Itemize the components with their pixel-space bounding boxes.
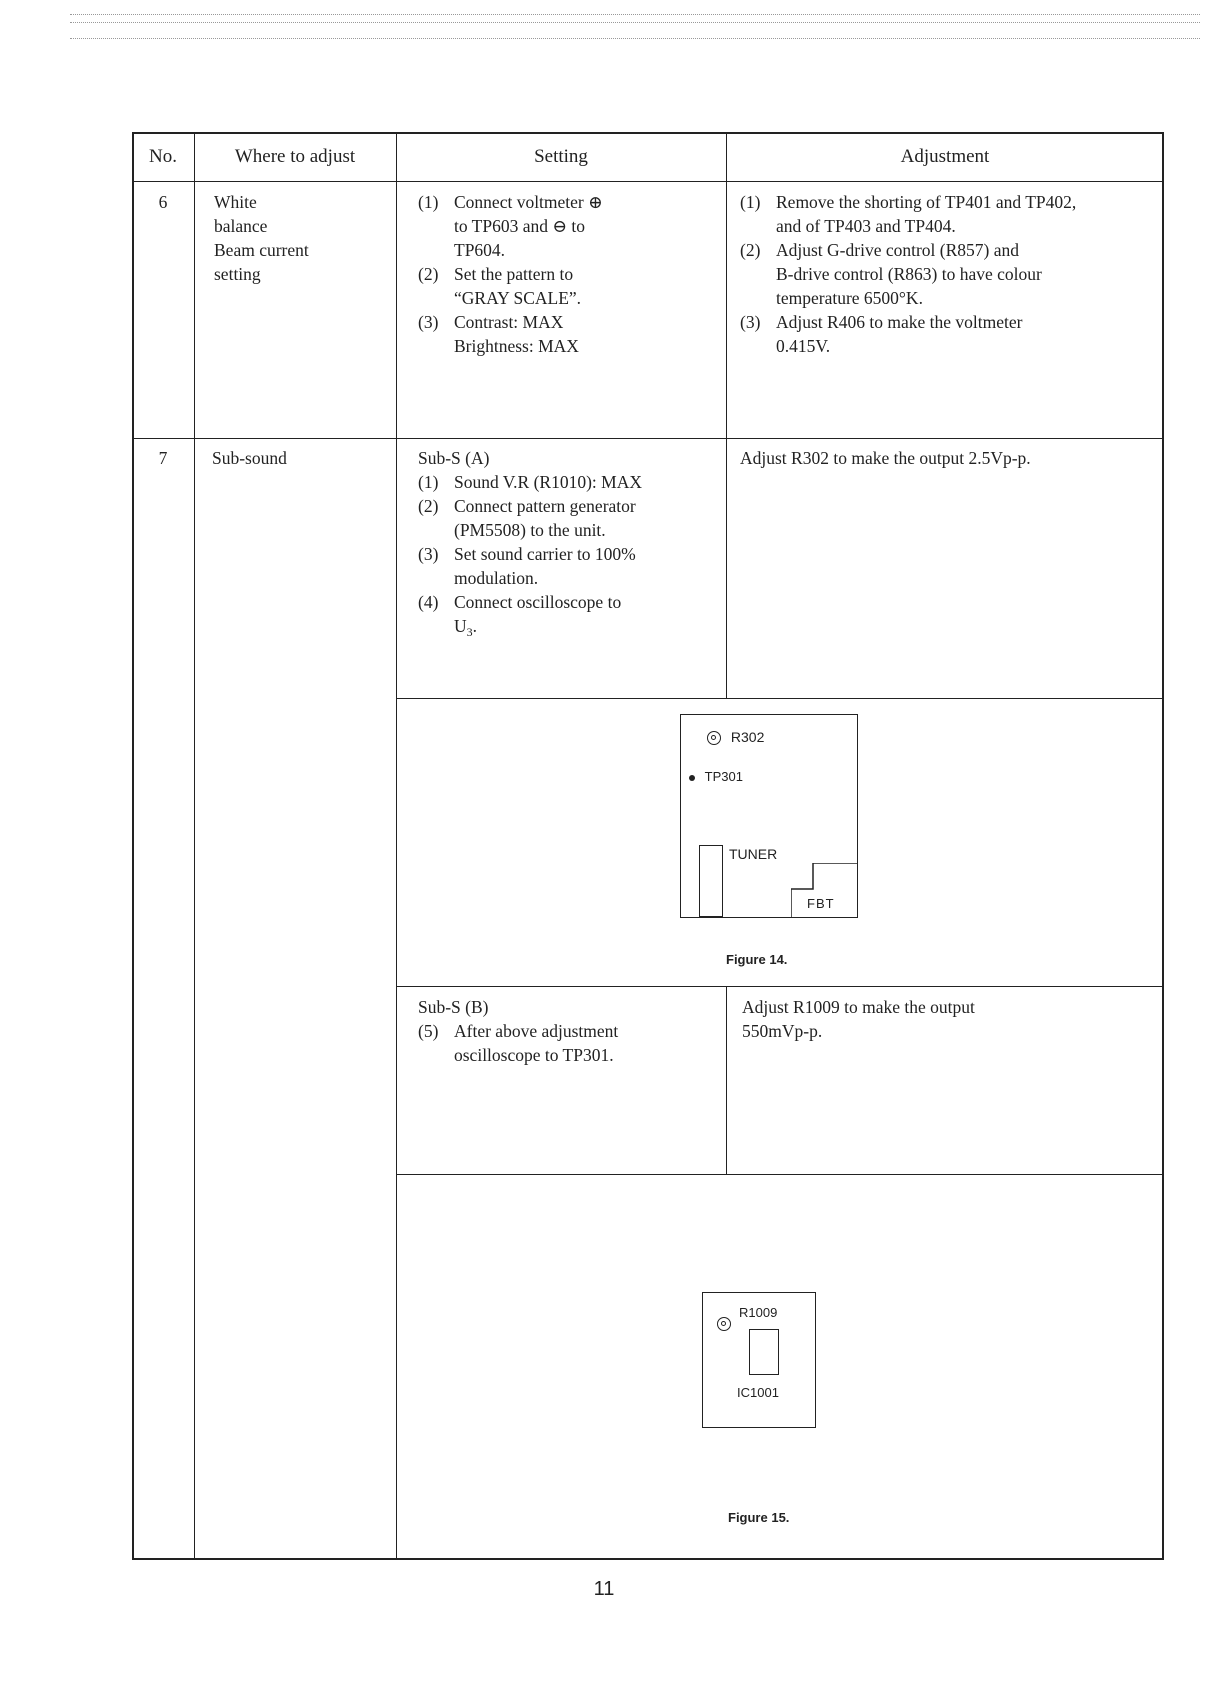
figure-15-caption: Figure 15. <box>728 1510 790 1525</box>
row-divider <box>132 438 1164 439</box>
step-number: (5) <box>418 1021 439 1041</box>
step-line: Connect voltmeter ⊕ <box>454 192 603 212</box>
step-line: to TP603 and ⊖ to <box>454 216 586 236</box>
step-line: 0.415V. <box>776 336 831 356</box>
step-line: oscilloscope to TP301. <box>454 1045 614 1065</box>
subA-setting <box>418 446 718 644</box>
ic-block <box>749 1329 779 1375</box>
col-divider <box>396 132 397 1560</box>
step-number: (1) <box>418 472 439 492</box>
where-line: setting <box>214 264 261 284</box>
step-number: (4) <box>418 592 439 612</box>
figure-14 <box>680 714 858 918</box>
setting-step <box>418 542 718 590</box>
figure-14-caption: Figure 14. <box>726 952 788 967</box>
subB-setting <box>418 995 718 1067</box>
step-number: (3) <box>418 544 439 564</box>
step-line: Set sound carrier to 100% <box>454 544 636 564</box>
step-line: Adjust R406 to make the voltmeter <box>776 312 1023 332</box>
adjustment-step <box>740 310 1156 358</box>
step-line: Adjust G-drive control (R857) and <box>776 240 1020 260</box>
test-point-icon <box>689 775 695 781</box>
row6-no: 6 <box>158 192 168 212</box>
step-line: modulation. <box>454 568 539 588</box>
step-line: and of TP403 and TP404. <box>776 216 956 236</box>
step-line: (PM5508) to the unit. <box>454 520 606 540</box>
setting-step <box>418 590 718 644</box>
row-divider <box>396 1174 1164 1175</box>
step-number: (1) <box>418 192 439 212</box>
page-number: 11 <box>593 1578 615 1600</box>
row-divider <box>396 986 1164 987</box>
step-number: (2) <box>740 240 761 260</box>
col-divider <box>726 132 727 698</box>
subB-title: Sub-S (B) <box>418 997 489 1017</box>
adjustment-line: 550mVp-p. <box>742 1021 823 1041</box>
step-line: Sound V.R (R1010): MAX <box>454 472 642 492</box>
setting-step <box>418 470 718 494</box>
scan-line <box>70 14 1200 15</box>
row7-no: 7 <box>158 448 168 468</box>
tuner-block <box>699 845 723 917</box>
u-subscript: 3 <box>466 625 473 639</box>
row6-where <box>214 190 309 286</box>
adjuster-icon <box>707 731 721 745</box>
r1009-label: R1009 <box>739 1305 778 1320</box>
step-line: Set the pattern to <box>454 264 574 284</box>
row6-adjustment <box>740 190 1156 358</box>
step-line: temperature 6500°K. <box>776 288 923 308</box>
header-divider <box>132 181 1164 182</box>
step-number: (3) <box>740 312 761 332</box>
step-line: “GRAY SCALE”. <box>454 288 582 308</box>
u-label: U <box>454 616 467 636</box>
setting-step <box>418 262 718 310</box>
subA-adjustment: Adjust R302 to make the output 2.5Vp-p. <box>740 448 1031 468</box>
step-line: Brightness: MAX <box>454 336 579 356</box>
adjustment-step <box>740 190 1156 238</box>
row6-setting <box>418 190 718 358</box>
step-line: Connect oscilloscope to <box>454 592 622 612</box>
header-adjustment: Adjustment <box>900 146 990 167</box>
header-where: Where to adjust <box>234 146 356 167</box>
step-line: Contrast: MAX <box>454 312 564 332</box>
adjustment-step <box>740 238 1156 310</box>
header-setting: Setting <box>534 146 588 167</box>
step-number: (2) <box>418 264 439 284</box>
figure-15 <box>702 1292 816 1428</box>
ic1001-label: IC1001 <box>737 1385 779 1400</box>
step-line: After above adjustment <box>454 1021 619 1041</box>
row-divider <box>396 698 1164 699</box>
subA-title: Sub-S (A) <box>418 448 490 468</box>
subB-adjustment <box>742 995 1158 1043</box>
scan-line <box>70 22 1200 23</box>
step-number: (3) <box>418 312 439 332</box>
step-line <box>454 614 718 644</box>
where-line: Beam current <box>214 240 309 260</box>
where-line: White <box>214 192 257 212</box>
setting-step <box>418 190 718 262</box>
step-line: B-drive control (R863) to have colour <box>776 264 1042 284</box>
r302-label: R302 <box>707 729 764 745</box>
col-divider <box>194 132 195 1560</box>
adjustment-line: Adjust R1009 to make the output <box>742 997 975 1017</box>
scan-line <box>70 38 1200 39</box>
header-no: No. <box>149 146 177 167</box>
setting-step <box>418 1019 718 1067</box>
setting-step <box>418 310 718 358</box>
adjuster-icon <box>717 1317 731 1331</box>
tuner-label: TUNER <box>729 846 778 862</box>
step-line: Remove the shorting of TP401 and TP402, <box>776 192 1077 212</box>
row7-where: Sub-sound <box>212 448 287 468</box>
tp301-label: TP301 <box>689 769 743 784</box>
u-tail: . <box>472 616 478 636</box>
fbt-label: FBT <box>807 896 835 911</box>
step-number: (2) <box>418 496 439 516</box>
step-line: Connect pattern generator <box>454 496 636 516</box>
col-divider <box>726 986 727 1174</box>
setting-step <box>418 494 718 542</box>
step-number: (1) <box>740 192 761 212</box>
step-line: TP604. <box>454 240 506 260</box>
where-line: balance <box>214 216 268 236</box>
